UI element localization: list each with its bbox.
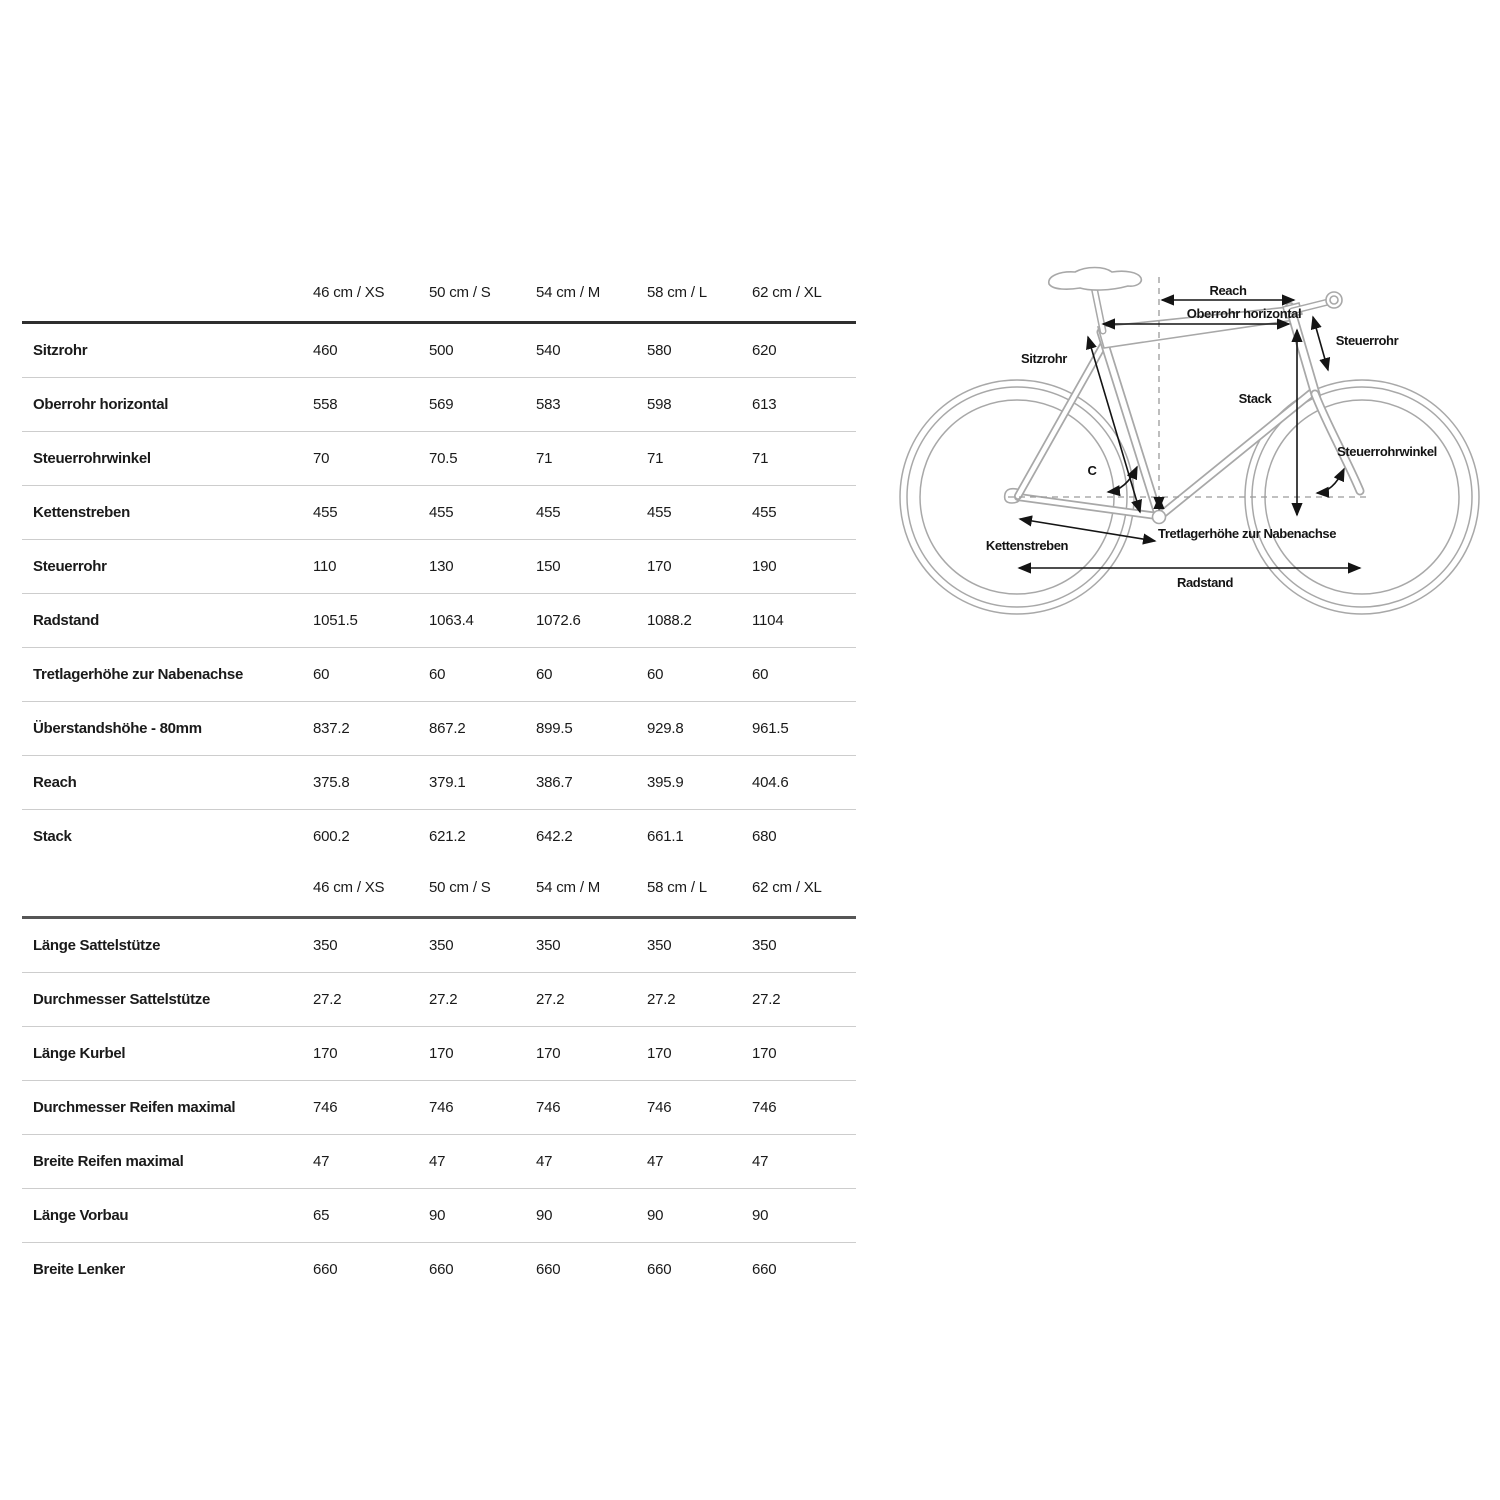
cell-value: 60 — [647, 648, 752, 702]
table-row — [22, 756, 856, 810]
cell-value: 929.8 — [647, 702, 752, 756]
row-label: Länge Vorbau — [22, 1189, 313, 1243]
table-row — [22, 918, 856, 973]
geometry-table-header — [22, 268, 856, 323]
label-stack: Stack — [1238, 391, 1272, 406]
cell-value: 71 — [647, 432, 752, 486]
cell-value: 150 — [536, 540, 647, 594]
row-label: Stack — [33, 828, 72, 845]
cell-value: 27.2 — [752, 973, 856, 1027]
header-label-spacer — [22, 268, 313, 323]
cell-value: 375.8 — [313, 756, 429, 810]
table-row — [22, 1189, 856, 1243]
cell-value: 746 — [429, 1081, 536, 1135]
cell-value: 90 — [429, 1189, 536, 1243]
table-row — [22, 378, 856, 432]
table-row — [22, 702, 856, 756]
cell-value: 540 — [536, 323, 647, 378]
cell-value: 569 — [429, 378, 536, 432]
cell-value: 1104 — [752, 594, 856, 648]
cell-value: 90 — [752, 1189, 856, 1243]
cell-value: 90 — [536, 1189, 647, 1243]
cell-value: 746 — [647, 1081, 752, 1135]
label-steuerrohr: Steuerrohr — [1335, 333, 1399, 348]
bike-geometry-diagram — [890, 250, 1500, 630]
cell-value: 660 — [429, 1261, 454, 1278]
row-label: Reach — [22, 756, 313, 810]
cell-value: 746 — [752, 1081, 856, 1135]
table-row — [22, 323, 856, 378]
cell-value: 170 — [429, 1027, 536, 1081]
cell-value: 455 — [429, 486, 536, 540]
label-sitzrohr: Sitzrohr — [1021, 351, 1067, 366]
row-label: Durchmesser Reifen maximal — [22, 1081, 313, 1135]
cell-value: 27.2 — [536, 973, 647, 1027]
table-row — [22, 540, 856, 594]
row-label: Überstandshöhe - 80mm — [22, 702, 313, 756]
label-steuerrohrwinkel: Steuerrohrwinkel — [1337, 444, 1437, 459]
label-tretlagerhoehe: Tretlagerhöhe zur Nabenachse — [1158, 526, 1337, 541]
components-table-body — [22, 918, 856, 1297]
header-label-spacer — [22, 863, 313, 918]
cell-value: 746 — [536, 1081, 647, 1135]
cell-value: 680 — [752, 828, 777, 845]
cell-value: 642.2 — [536, 828, 573, 845]
column-header: 54 cm / M — [536, 268, 647, 323]
column-header: 46 cm / XS — [313, 268, 429, 323]
row-label: Tretlagerhöhe zur Nabenachse — [22, 648, 313, 702]
row-label: Länge Kurbel — [22, 1027, 313, 1081]
row-label: Steuerrohrwinkel — [22, 432, 313, 486]
cell-value: 70.5 — [429, 432, 536, 486]
label-radstand: Radstand — [1176, 575, 1234, 590]
cell-value: 27.2 — [313, 973, 429, 1027]
cell-value: 837.2 — [313, 702, 429, 756]
cell-value: 961.5 — [752, 702, 856, 756]
cell-value: 27.2 — [647, 973, 752, 1027]
cell-value: 746 — [313, 1081, 429, 1135]
cell-value: 1051.5 — [313, 594, 429, 648]
components-table — [22, 863, 856, 1296]
column-header: 54 cm / M — [536, 863, 647, 918]
cell-value: 60 — [752, 648, 856, 702]
row-label: Radstand — [22, 594, 313, 648]
row-label: Sitzrohr — [22, 323, 313, 378]
cell-value: 71 — [536, 432, 647, 486]
cell-value: 60 — [313, 648, 429, 702]
column-header: 58 cm / L — [647, 863, 752, 918]
table-row — [22, 594, 856, 648]
table-row — [22, 432, 856, 486]
column-header: 62 cm / XL — [752, 268, 856, 323]
row-label: Steuerrohr — [22, 540, 313, 594]
cell-value: 558 — [313, 378, 429, 432]
column-header: 62 cm / XL — [752, 863, 856, 918]
cell-value: 1088.2 — [647, 594, 752, 648]
cell-value: 379.1 — [429, 756, 536, 810]
cell-value: 190 — [752, 540, 856, 594]
cell-value: 455 — [752, 486, 856, 540]
table-row — [22, 810, 856, 864]
cell-value: 661.1 — [647, 828, 684, 845]
steuerrohr-arrow — [1313, 317, 1328, 370]
row-label: Breite Reifen maximal — [22, 1135, 313, 1189]
geometry-table-body — [22, 323, 856, 864]
column-header: 58 cm / L — [647, 268, 752, 323]
spec-tables — [22, 268, 856, 1296]
column-header: 50 cm / S — [429, 268, 536, 323]
cell-value: 500 — [429, 323, 536, 378]
cell-value: 455 — [313, 486, 429, 540]
cell-value: 170 — [536, 1027, 647, 1081]
cell-value: 60 — [536, 648, 647, 702]
cell-value: 660 — [647, 1261, 672, 1278]
row-label: Länge Sattelstütze — [22, 918, 313, 973]
table-row — [22, 1081, 856, 1135]
cell-value: 170 — [752, 1027, 856, 1081]
label-c: C — [1087, 463, 1097, 478]
table-row — [22, 1135, 856, 1189]
cell-value: 621.2 — [429, 828, 466, 845]
cell-value: 660 — [536, 1261, 561, 1278]
cell-value: 70 — [313, 432, 429, 486]
cell-value: 600.2 — [313, 828, 350, 845]
head-angle-arc — [1317, 469, 1344, 493]
cell-value: 350 — [536, 918, 647, 973]
bottom-bracket — [1153, 511, 1166, 524]
cell-value: 404.6 — [752, 756, 856, 810]
cell-value: 1072.6 — [536, 594, 647, 648]
cell-value: 395.9 — [647, 756, 752, 810]
saddle — [1049, 268, 1142, 291]
cell-value: 350 — [647, 918, 752, 973]
table-row — [22, 486, 856, 540]
cell-value: 598 — [647, 378, 752, 432]
label-reach: Reach — [1209, 283, 1247, 298]
cell-value: 660 — [313, 1261, 338, 1278]
cell-value: 47 — [647, 1135, 752, 1189]
cell-value: 90 — [647, 1189, 752, 1243]
cell-value: 71 — [752, 432, 856, 486]
cell-value: 350 — [429, 918, 536, 973]
cell-value: 170 — [647, 1027, 752, 1081]
table-row — [22, 1243, 856, 1297]
table-row — [22, 1027, 856, 1081]
cell-value: 620 — [752, 323, 856, 378]
row-label: Breite Lenker — [33, 1261, 125, 1278]
table-row — [22, 973, 856, 1027]
cell-value: 47 — [752, 1135, 856, 1189]
row-label: Kettenstreben — [22, 486, 313, 540]
cell-value: 660 — [752, 1261, 777, 1278]
column-header: 46 cm / XS — [313, 863, 429, 918]
cell-value: 350 — [752, 918, 856, 973]
cell-value: 1063.4 — [429, 594, 536, 648]
cell-value: 47 — [429, 1135, 536, 1189]
cell-value: 47 — [536, 1135, 647, 1189]
cell-value: 65 — [313, 1189, 429, 1243]
table-row — [22, 648, 856, 702]
cell-value: 27.2 — [429, 973, 536, 1027]
column-header: 50 cm / S — [429, 863, 536, 918]
cell-value: 899.5 — [536, 702, 647, 756]
cell-value: 455 — [536, 486, 647, 540]
cell-value: 386.7 — [536, 756, 647, 810]
cell-value: 460 — [313, 323, 429, 378]
cell-value: 170 — [313, 1027, 429, 1081]
cell-value: 613 — [752, 378, 856, 432]
cell-value: 47 — [313, 1135, 429, 1189]
cell-value: 350 — [313, 918, 429, 973]
cell-value: 60 — [429, 648, 536, 702]
label-oberrohr-horizontal: Oberrohr horizontal — [1186, 306, 1302, 321]
row-label: Oberrohr horizontal — [22, 378, 313, 432]
label-kettenstreben: Kettenstreben — [985, 538, 1069, 553]
cell-value: 130 — [429, 540, 536, 594]
cell-value: 170 — [647, 540, 752, 594]
cell-value: 455 — [647, 486, 752, 540]
cell-value: 583 — [536, 378, 647, 432]
cell-value: 580 — [647, 323, 752, 378]
row-label: Durchmesser Sattelstütze — [22, 973, 313, 1027]
cell-value: 867.2 — [429, 702, 536, 756]
cell-value: 110 — [313, 540, 429, 594]
components-table-header — [22, 863, 856, 918]
geometry-table — [22, 268, 856, 863]
